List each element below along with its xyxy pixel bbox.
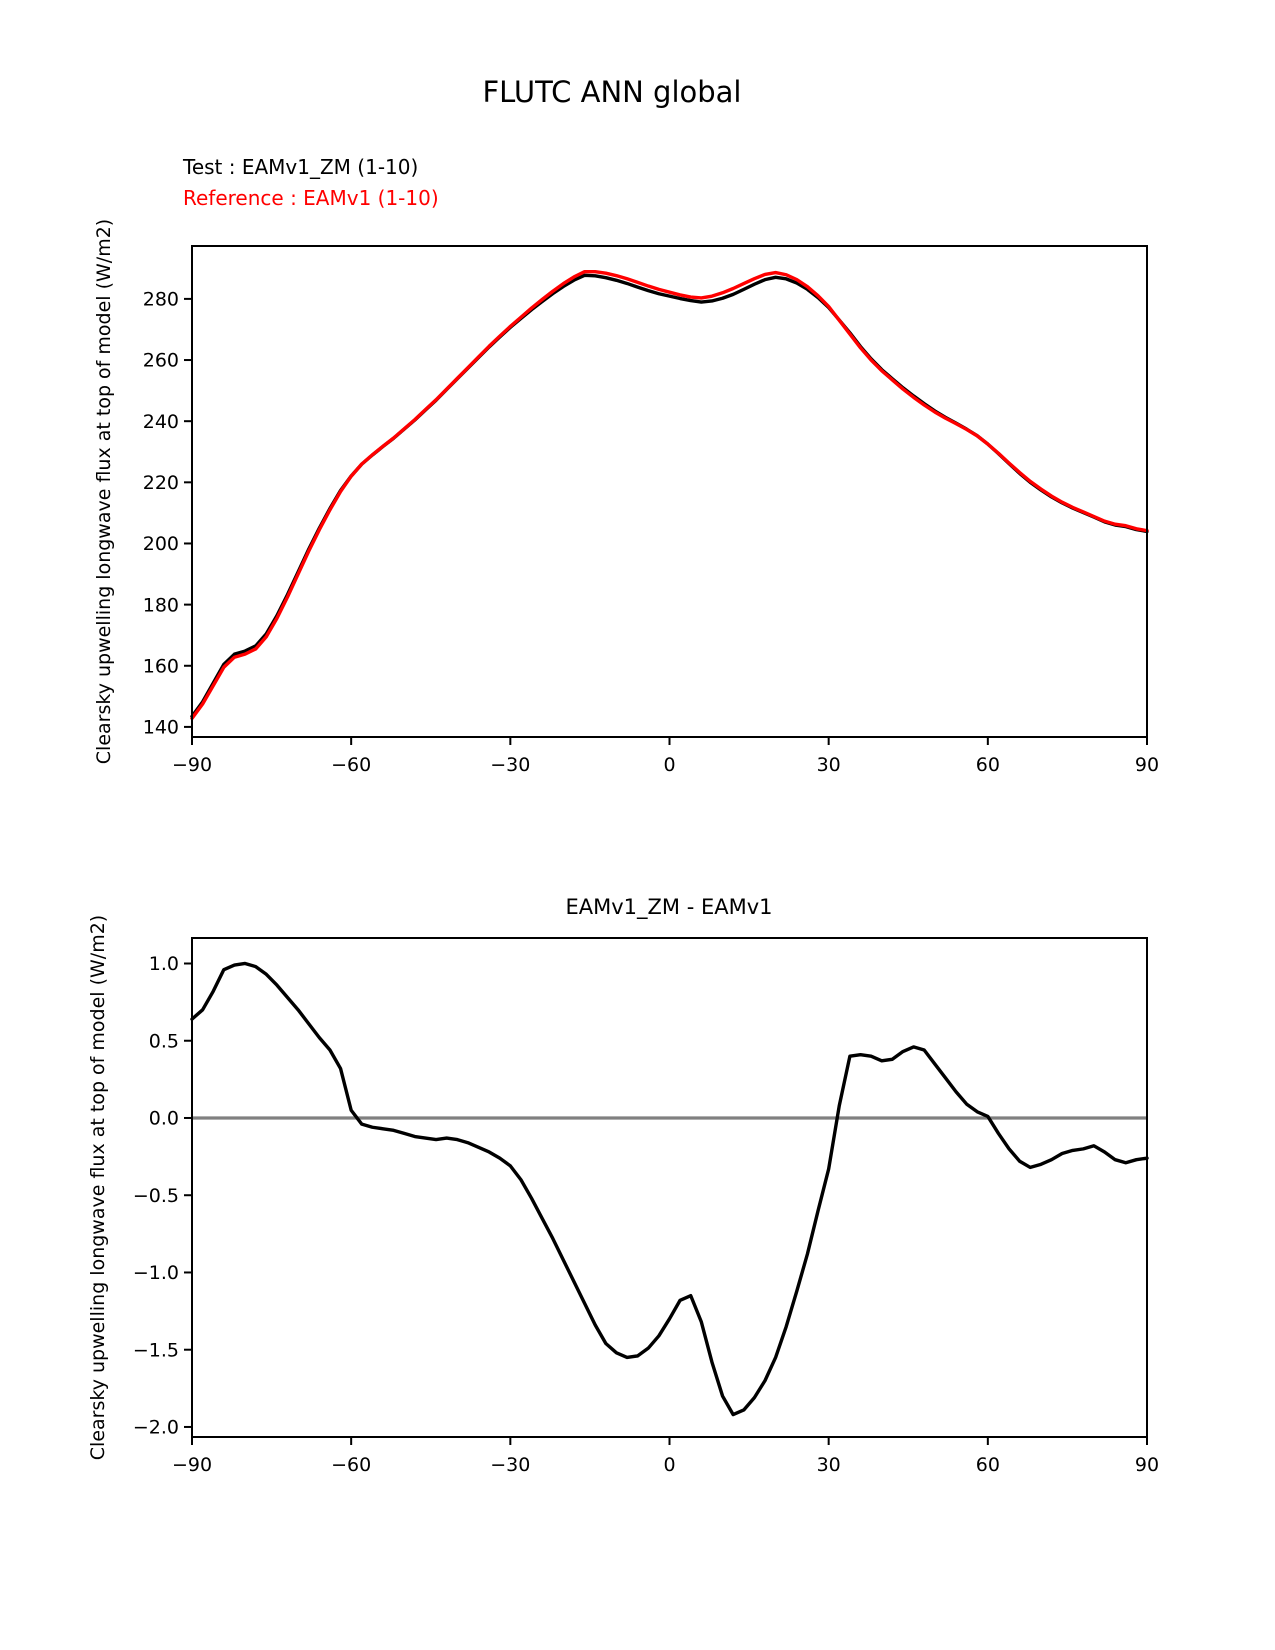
y-tick-label: 260 <box>142 349 179 372</box>
x-tick-label: −90 <box>171 754 213 776</box>
y-tick-label: 280 <box>142 288 179 311</box>
axes-frame <box>192 246 1147 737</box>
x-tick-label: 60 <box>975 1454 1000 1476</box>
difference-chart-title: EAMv1_ZM - EAMv1 <box>565 895 773 919</box>
legend-item-reference: Reference : EAMv1 (1-10) <box>183 186 439 210</box>
series-line-0 <box>192 275 1147 716</box>
x-tick-label: 30 <box>816 1454 841 1476</box>
y-tick-label: −2.0 <box>132 1416 179 1439</box>
series-line-0 <box>192 963 1147 1414</box>
y-tick-label: −1.5 <box>132 1339 179 1362</box>
y-tick-label: 0.0 <box>148 1107 179 1130</box>
y-tick-label: 140 <box>142 716 179 739</box>
y-tick-label: 240 <box>142 410 179 433</box>
x-tick-label: 30 <box>816 754 841 776</box>
y-tick-label: 180 <box>142 594 179 617</box>
x-tick-label: 0 <box>663 1454 676 1476</box>
y-tick-label: −0.5 <box>132 1184 179 1207</box>
x-tick-label: −60 <box>331 754 372 776</box>
axes-frame <box>192 938 1147 1437</box>
x-tick-label: −90 <box>171 1454 213 1476</box>
y-tick-label: −1.0 <box>132 1262 179 1285</box>
series-line-1 <box>192 272 1147 719</box>
x-tick-label: −60 <box>331 1454 372 1476</box>
y-tick-label: 220 <box>142 471 179 494</box>
x-tick-label: 90 <box>1134 1454 1160 1476</box>
y-tick-label: 1.0 <box>148 953 179 976</box>
y-axis-label: Clearsky upwelling longwave flux at top of model (W/m2) <box>87 914 109 1461</box>
x-tick-label: 60 <box>975 754 1000 776</box>
top-chart <box>93 219 1159 776</box>
x-tick-label: 90 <box>1134 754 1160 776</box>
x-tick-label: 0 <box>663 754 676 776</box>
y-tick-label: 160 <box>142 655 179 678</box>
x-tick-label: −30 <box>490 754 531 776</box>
legend-item-test: Test : EAMv1_ZM (1-10) <box>183 155 419 179</box>
y-axis-label: Clearsky upwelling longwave flux at top of model (W/m2) <box>93 218 115 765</box>
bottom-chart <box>87 915 1159 1476</box>
y-tick-label: 0.5 <box>148 1030 179 1053</box>
figure-title: FLUTC ANN global <box>482 75 742 109</box>
y-tick-label: 200 <box>142 533 179 556</box>
x-tick-label: −30 <box>490 1454 531 1476</box>
